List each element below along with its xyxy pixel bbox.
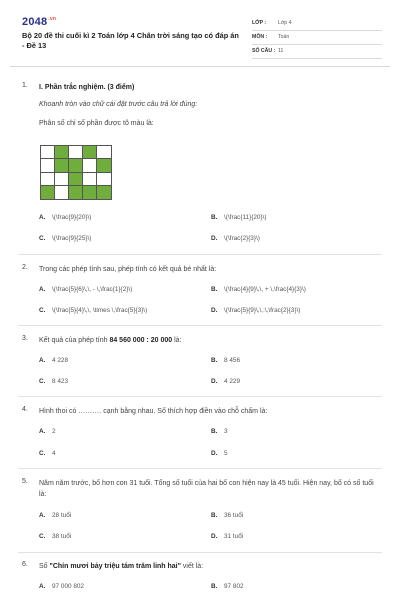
grid-cell-empty bbox=[55, 173, 69, 186]
document-title: Bộ 20 đề thi cuối kì 2 Toán lớp 4 Chân trời sáng tạo có đáp án - Đề 13 bbox=[22, 31, 239, 50]
grid-cell-colored bbox=[55, 146, 69, 159]
grid-cell-empty bbox=[69, 146, 83, 159]
grid-cell-empty bbox=[41, 159, 55, 172]
q4-option-c[interactable]: C. 4 bbox=[39, 450, 56, 457]
grid-cell-colored bbox=[69, 173, 83, 186]
q2-option-b[interactable]: B. \(\frac{4}{9}\,\, + \,\frac{4}{3}\) bbox=[211, 286, 306, 293]
grid-cell-colored bbox=[69, 186, 83, 199]
header-divider bbox=[10, 66, 390, 67]
q3-option-d[interactable]: D. 4 229 bbox=[211, 378, 240, 385]
q5-option-a[interactable]: A. 28 tuổi bbox=[39, 512, 72, 519]
grid-cell-colored bbox=[97, 159, 111, 172]
q2-option-a[interactable]: A. \(\frac{5}{6}\,\, - \,\frac{1}{2}\) bbox=[39, 286, 133, 293]
meta-table bbox=[252, 17, 382, 59]
grid-cell-empty bbox=[83, 173, 97, 186]
site-logo[interactable]: $2048^{.vn}$ bbox=[22, 16, 57, 28]
q3-option-a[interactable]: A. 4 228 bbox=[39, 357, 68, 364]
q5-option-b[interactable]: B. 36 tuổi bbox=[211, 512, 244, 519]
q5-option-d[interactable]: D. 31 tuổi bbox=[211, 533, 244, 540]
grid-cell-empty bbox=[97, 146, 111, 159]
q1-option-b[interactable]: B. \(\frac{11}{20}\) bbox=[211, 214, 267, 221]
q4-option-a[interactable]: A. 2 bbox=[39, 428, 56, 435]
q6-option-b[interactable]: B. 97 802 bbox=[211, 583, 244, 590]
q3-option-c[interactable]: C. 8 423 bbox=[39, 378, 68, 385]
grid-cell-colored bbox=[69, 159, 83, 172]
q2-option-c[interactable]: C. \(\frac{5}{4}\,\, \times \,\frac{5}{3}\) bbox=[39, 307, 148, 314]
q1-option-c[interactable]: C. \(\frac{9}{25}\) bbox=[39, 235, 92, 242]
separator bbox=[18, 468, 382, 469]
section-title: I. Phần trắc nghiệm. (3 điểm) bbox=[39, 84, 135, 91]
grid-cell-empty bbox=[41, 146, 55, 159]
q1-option-d[interactable]: D. \(\frac{2}{3}\) bbox=[211, 235, 260, 242]
grid-cell-colored bbox=[83, 146, 97, 159]
instruction-text: Khoanh tròn vào chữ cái đặt trước câu trả lời đúng: bbox=[39, 101, 198, 108]
separator bbox=[18, 254, 382, 255]
grid-cell-colored bbox=[83, 186, 97, 199]
q5-option-c[interactable]: C. 38 tuổi bbox=[39, 533, 72, 540]
meta-row-count: SỐ CÂU : 11 bbox=[252, 45, 382, 59]
question-1-text: Phân số chỉ số phần được tô màu là: bbox=[39, 120, 154, 127]
separator bbox=[18, 552, 382, 553]
separator bbox=[18, 396, 382, 397]
grid-cell-colored bbox=[55, 159, 69, 172]
q4-option-b[interactable]: B. 3 bbox=[211, 428, 228, 435]
grid-cell-colored bbox=[97, 186, 111, 199]
grid-cell-colored bbox=[41, 186, 55, 199]
q2-option-d[interactable]: D. \(\frac{5}{9}\,\,:\,\frac{2}{3}\) bbox=[211, 307, 301, 314]
q1-option-a[interactable]: A. \(\frac{9}{20}\) bbox=[39, 214, 92, 221]
grid-cell-empty bbox=[97, 173, 111, 186]
grid-cell-empty bbox=[55, 186, 69, 199]
q3-option-b[interactable]: B. 8 456 bbox=[211, 357, 240, 364]
fraction-grid bbox=[40, 145, 112, 200]
meta-row-subject: MÔN : Toán bbox=[252, 31, 382, 45]
document-header bbox=[22, 14, 382, 60]
exam-page: $2048^{.vn}$ Bộ 20 đề thi cuối kì 2 Toán lớp 4 Chân trời sáng tạo có đáp án - Đề 13 LỚP : Lớp 4 MÔN : Toán SỐ CÂU : 11 1. I. Phần trắc nghiệm. (3 điểm) Khoanh tròn vào chữ cái đặt trước câu trả lời đúng: Phân số chỉ số phần được tô màu là: A. \(\frac{9}{20}\) B. \(\frac{11}{20}\) C. \(\frac{9}{25}\) D. \(\frac{2}{3}\) 2. Trong các phép tính sau, phép tính có kết quả bé nhất là: A. \(\frac{5}{6}\,\, - \,\frac{1}{2}\) B. \(\frac{4}{9}\,\, + \,\frac{4}{3}\) C. \(\frac{5}{4}\,\, \times \,\frac{5}{3}\) D. \(\frac{5}{9}\,\,:\,\frac{2}{3}\) 3. Kết quả của phép tính 84 560 000 : 20 000 là: A. 4 228 B. 8 456 C. 8 423 D. 4 229 4. Hình thoi có ………. cạnh bằng nhau. Số thích hợp điền vào chỗ chấm là: A. 2 B. 3 C. 4 D. 5 5. Năm năm trước, bố hơn con 31 tuổi. Tổng số tuổi của hai bố con hiện nay là 45 tuổi. Hiện nay, bố có số tuổi là: A. 28 tuổi B. 36 tuổi C. 38 tuổi D. 31 tuổi 6. Số "Chín mươi bảy triệu tám trăm linh hai" viết là: A. 97 000 802 B. 97 802 bbox=[0, 0, 400, 600]
grid-cell-empty bbox=[83, 159, 97, 172]
separator bbox=[18, 325, 382, 326]
q4-option-d[interactable]: D. 5 bbox=[211, 450, 228, 457]
meta-row-class: LỚP : Lớp 4 bbox=[252, 17, 382, 31]
q6-option-a[interactable]: A. 97 000 802 bbox=[39, 583, 84, 590]
grid-cell-empty bbox=[41, 173, 55, 186]
